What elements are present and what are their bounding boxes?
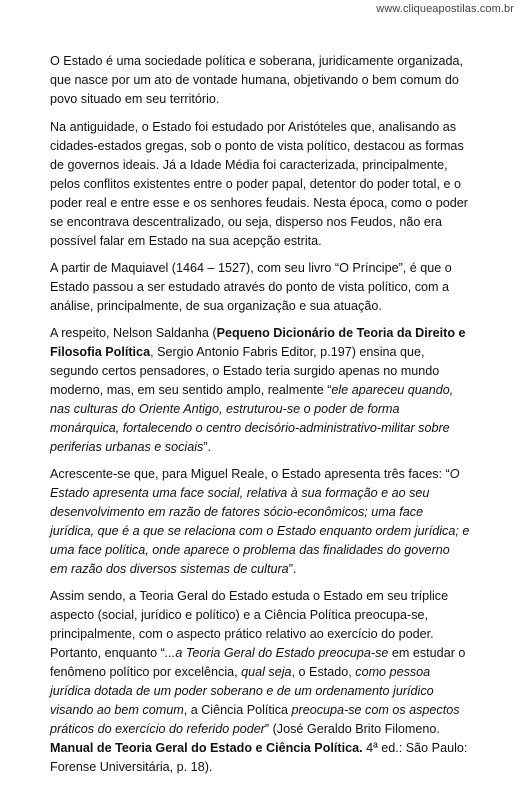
- text-run: ”.: [288, 562, 297, 576]
- text-run: Na antiguidade, o Estado foi estudado por Aristóteles que, analisando as cidades-estados gregas, sob o ponto de vista político, destacou as formas de governos ideais. Já a Idade Média foi caracterizada, principalmente, pelos conflitos existentes entre o poder papal, detentor do poder total, e o poder real e entre esse e os senhores feudais. Nesta época, como o poder se encontrava descentralizado, ou seja, disperso nos Feudos, não era possível falar em Estado na sua acepção estrita.: [50, 120, 468, 248]
- site-url[interactable]: www.cliqueapostilas.com.br: [376, 3, 514, 15]
- text-run: , Sergio Antonio Fabris Editor, p.197) ensina que, segundo certos pensadores, o Estado teria surgido apenas no mundo moderno, mas, em seu sentido amplo, realmente “: [50, 345, 440, 397]
- text-run: ” (José Geraldo Brito Filomeno.: [264, 722, 440, 736]
- text-run: , a Ciência Política: [183, 703, 292, 717]
- italic-quote: O Estado apresenta uma face social, relativa à sua formação e ao seu desenvolvimento em razão de fatores sócio-econômicos; uma face jurídica, que é a que se relaciona com o Estado enquanto ordem jurídica; e uma face política, onde aparece o problema das finalidades do governo em razão dos diversos sistemas de cultura: [50, 467, 470, 576]
- text-run: Acrescente-se que, para Miguel Reale, o Estado apresenta três faces: “: [50, 467, 450, 481]
- text-run: 4ª ed.: São Paulo: Forense Universitária, p. 18).: [50, 741, 468, 774]
- italic-quote: como pessoa jurídica dotada de um poder soberano e de um ordenamento jurídico visando ao bem comum: [50, 665, 434, 717]
- document-body: [50, 52, 470, 785]
- paragraph-1: [50, 52, 470, 109]
- italic-quote: ...a Teoria Geral do Estado preocupa-se: [164, 646, 389, 660]
- paragraph-5: [50, 465, 470, 579]
- italic-quote: qual seja: [241, 665, 292, 679]
- italic-quote: ele apareceu quando, nas culturas do Oriente Antigo, estruturou-se o poder de forma monárquica, fortalecendo o centro decisório-administrativo-militar sobre periferias urbanas e sociais: [50, 383, 454, 454]
- text-run: em estudar o fenômeno político por excelência,: [50, 646, 466, 679]
- text-run: A respeito, Nelson Saldanha (: [50, 326, 217, 340]
- paragraph-6: [50, 587, 470, 777]
- text-run: ”.: [203, 440, 212, 454]
- bold-text: Pequeno Dicionário de Teoria da Direito e Filosofia Política: [50, 326, 466, 359]
- italic-quote: preocupa-se com os aspectos práticos do exercício do referido poder: [50, 703, 460, 736]
- bold-text: Manual de Teoria Geral do Estado e Ciência Política.: [50, 741, 363, 755]
- paragraph-3: [50, 259, 470, 316]
- paragraph-4: [50, 324, 470, 457]
- text-run: , o Estado,: [291, 665, 356, 679]
- text-run: A partir de Maquiavel (1464 – 1527), com seu livro “O Príncipe”, é que o Estado passou a ser estudado através do ponto de vista político, com a análise, principalmente, de sua organização e sua atuação.: [50, 261, 452, 313]
- text-run: Assim sendo, a Teoria Geral do Estado estuda o Estado em seu tríplice aspecto (social, jurídico e político) e a Ciência Política preocupa-se, principalmente, com o aspecto prático relativo ao exercício do poder. Portanto, enquanto “: [50, 589, 449, 660]
- text-run: O Estado é uma sociedade política e soberana, juridicamente organizada, que nasce por um ato de vontade humana, objetivando o bem comum do povo situado em seu território.: [50, 54, 464, 106]
- paragraph-2: [50, 118, 470, 251]
